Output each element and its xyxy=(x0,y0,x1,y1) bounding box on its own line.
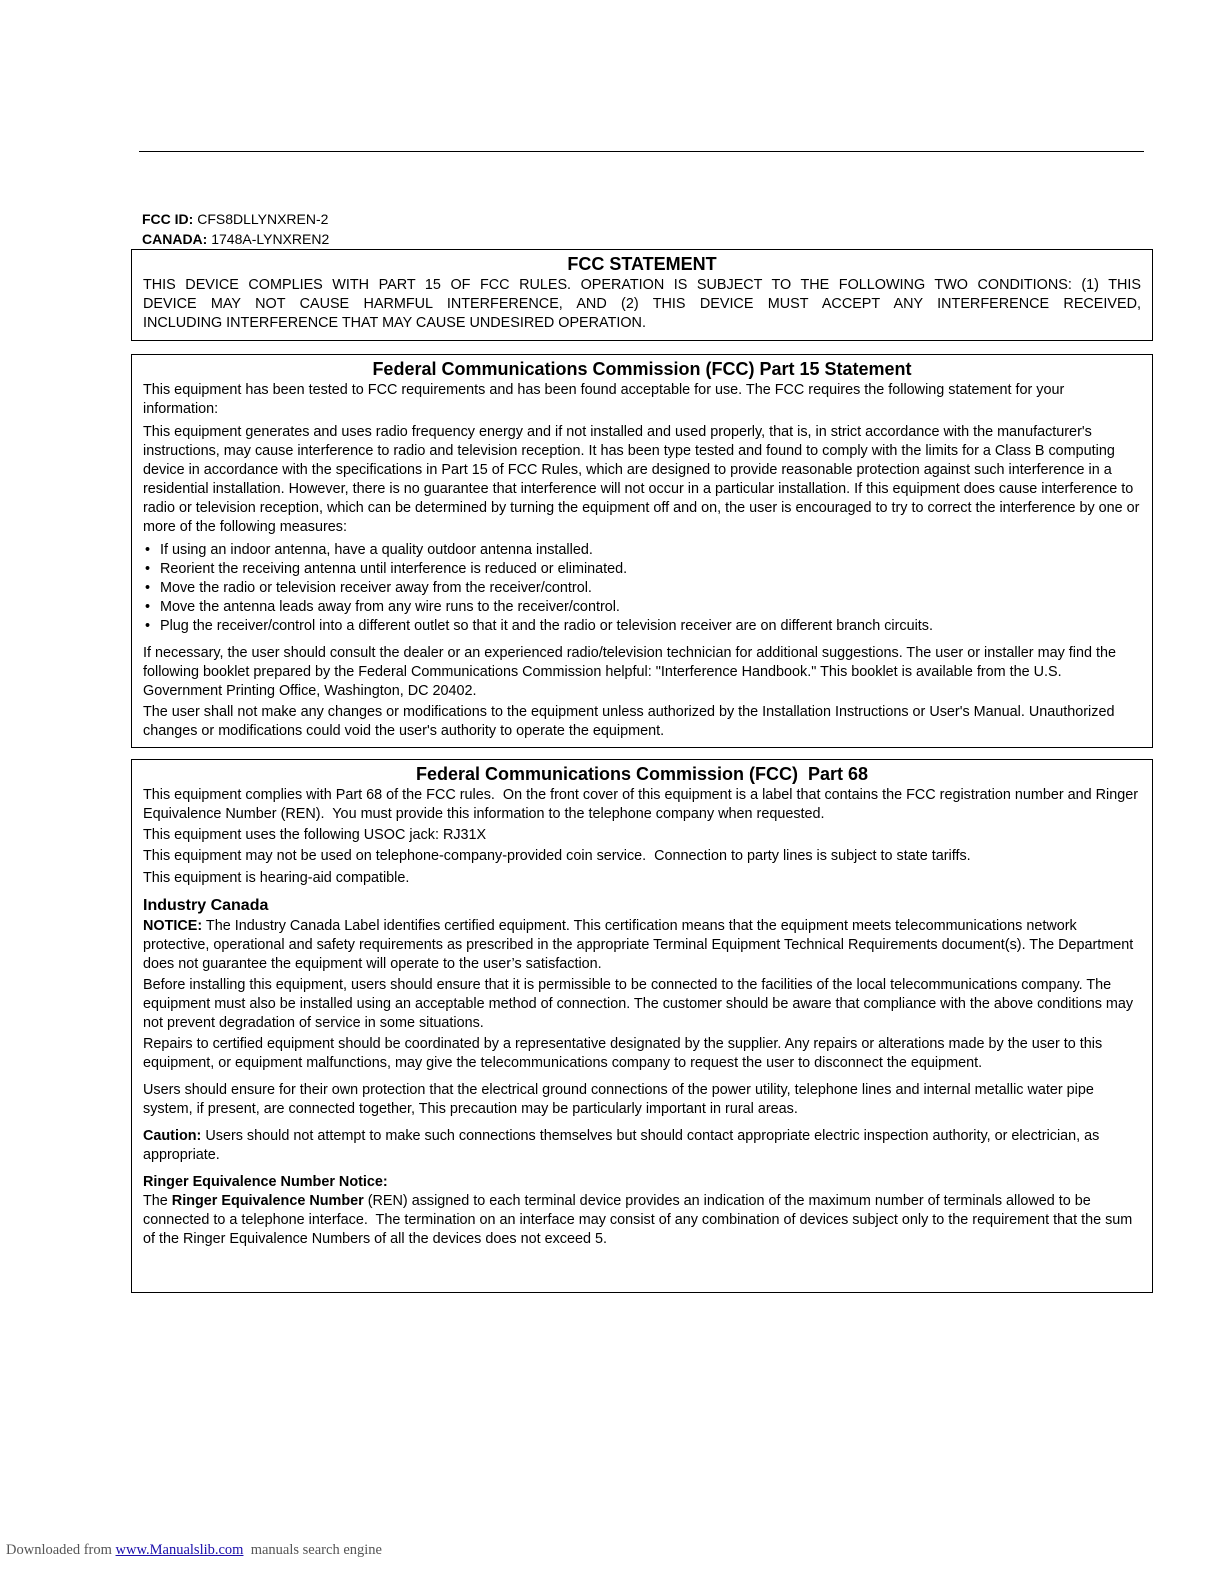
part68-title: Federal Communications Commission (FCC) Part 68 xyxy=(415,764,869,784)
part15-changes: The user shall not make any changes or modifications to the equipment unless authorized by the Installation Instructions or User's Manual. Unauthorized changes or modifications could void the user's authority to operate the equipment. xyxy=(143,704,1115,739)
fcc-statement-line3: INCLUDING INTERFERENCE THAT MAY CAUSE UNDESIRED OPERATION. xyxy=(143,315,646,331)
ic-repairs: Repairs to certified equipment should be coordinated by a representative designated by the supplier. Any repairs or alterations made by the user to this equipment, or equipment malfunctions, may give the telecommunications company to request the user to disconnect the equipment. xyxy=(143,1036,1103,1071)
caution-label: Caution: xyxy=(143,1128,202,1144)
fcc-id-line xyxy=(142,210,329,230)
canada-id-value: 1748A-LYNXREN2 xyxy=(211,230,330,247)
footer-prefix: Downloaded from xyxy=(6,1542,116,1558)
list-item: • Reorient the receiving antenna until interference is reduced or eliminated. xyxy=(143,560,1141,579)
fcc-statement-line2: DEVICE MAY NOT CAUSE HARMFUL INTERFERENCE, AND (2) THIS DEVICE MUST ACCEPT ANY INTERFERENCE RECEIVED, xyxy=(143,296,1141,312)
fcc-statement-title: FCC STATEMENT xyxy=(567,254,717,274)
ic-caution xyxy=(143,1127,1141,1165)
part68-hearing-aid: This equipment is hearing-aid compatible. xyxy=(143,870,410,886)
list-item: • Plug the receiver/control into a different outlet so that it and the radio or television receiver are on different branch circuits. xyxy=(143,617,1141,636)
part68-box xyxy=(131,759,1153,1293)
industry-canada-title: Industry Canada xyxy=(143,897,269,914)
list-item: • Move the radio or television receiver away from the receiver/control. xyxy=(143,579,1141,598)
ic-notice xyxy=(143,917,1141,974)
fcc-statement-box xyxy=(131,249,1153,341)
part15-measures-list xyxy=(143,541,1141,636)
canada-id-line xyxy=(142,230,329,250)
fcc-id-value: CFS8DLLYNXREN-2 xyxy=(197,211,329,227)
ren-pre: The xyxy=(143,1193,172,1209)
list-item: • Move the antenna leads away from any wire runs to the receiver/control. xyxy=(143,598,1141,617)
part15-box xyxy=(131,354,1153,748)
canada-id-label: CANADA: xyxy=(142,230,208,247)
part68-coin: This equipment may not be used on telephone-company-provided coin service. Connection to party lines is subject to state tariffs. xyxy=(143,848,971,864)
part15-intro: This equipment has been tested to FCC requirements and has been found acceptable for use. The FCC requires the following statement for your information: xyxy=(143,382,1065,417)
device-ids xyxy=(142,210,329,249)
ic-before-installing: Before installing this equipment, users should ensure that it is permissible to be connected to the facilities of the local telecommunications company. The equipment must also be installed using an acceptable method of connection. The customer should be aware that compliance with the above conditions may not prevent degradation of service in some situations. xyxy=(143,977,1134,1031)
notice-label: NOTICE: xyxy=(143,918,203,934)
ren-notice-text xyxy=(143,1192,1141,1249)
ren-notice-title: Ringer Equivalence Number Notice: xyxy=(143,1174,388,1190)
ic-ground: Users should ensure for their own protection that the electrical ground connections of the power utility, telephone lines and internal metallic water pipe system, if present, are connected together, This precaution may be particularly important in rural areas. xyxy=(143,1082,1094,1117)
manualslib-link[interactable]: www.Manualslib.com xyxy=(115,1542,244,1558)
ren-bold: Ringer Equivalence Number xyxy=(171,1193,364,1209)
fcc-statement-line1: THIS DEVICE COMPLIES WITH PART 15 OF FCC RULES. OPERATION IS SUBJECT TO THE FOLLOWING TWO CONDITIONS: (1) THIS xyxy=(143,277,1141,293)
fcc-id-label: FCC ID: xyxy=(142,211,194,227)
caution-text: Users should not attempt to make such connections themselves but should contact appropriate electric inspection authority, or electrician, as appropriate. xyxy=(143,1128,1100,1163)
list-item: • If using an indoor antenna, have a quality outdoor antenna installed. xyxy=(143,541,1141,560)
notice-text: The Industry Canada Label identifies certified equipment. This certification means that the equipment meets telecommunications network protective, operational and safety requirements as prescribed in the appropriate Terminal Equipment Technical Requirements document(s). The Department does not guarantee the equipment will operate to the user’s satisfaction. xyxy=(143,918,1134,972)
part68-p1: This equipment complies with Part 68 of the FCC rules. On the front cover of this equipment is a label that contains the FCC registration number and Ringer Equivalence Number (REN). You must provide this information to the telephone company when requested. xyxy=(143,787,1143,822)
part15-consult: If necessary, the user should consult the dealer or an experienced radio/television technician for additional suggestions. The user or installer may find the following booklet prepared by the Federal Communications Commission helpful: "Interference Handbook." This booklet is available from the U.S. Government Printing Office, Washington, DC 20402. xyxy=(143,645,1116,699)
header-rule xyxy=(139,151,1144,152)
part15-body: This equipment generates and uses radio frequency energy and if not installed and used properly, that is, in strict accordance with the manufacturer's instructions, may cause interference to radio and television reception. It has been type tested and found to comply with the limits for a Class B computing device in accordance with the specifications in Part 15 of FCC Rules, which are designed to provide reasonable protection against such interference in a residential installation. However, there is no guarantee that interference will not occur in a particular installation. If this equipment does cause interference to radio or television reception, which can be determined by turning the equipment off and on, the user is encouraged to try to correct the interference by one or more of the following measures: xyxy=(143,424,1140,535)
ren-text: (REN) assigned to each terminal device provides an indication of the maximum number of terminals allowed to be connected to a telephone interface. The termination on an interface may consist of any combination of devices subject only to the requirement that the sum of the Ringer Equivalence Numbers of all the devices does not exceed 5. xyxy=(143,1193,1137,1247)
part15-title: Federal Communications Commission (FCC) Part 15 Statement xyxy=(372,359,912,379)
download-footer xyxy=(6,1542,382,1559)
part68-jack: This equipment uses the following USOC jack: RJ31X xyxy=(143,827,487,843)
footer-suffix: manuals search engine xyxy=(243,1542,382,1558)
